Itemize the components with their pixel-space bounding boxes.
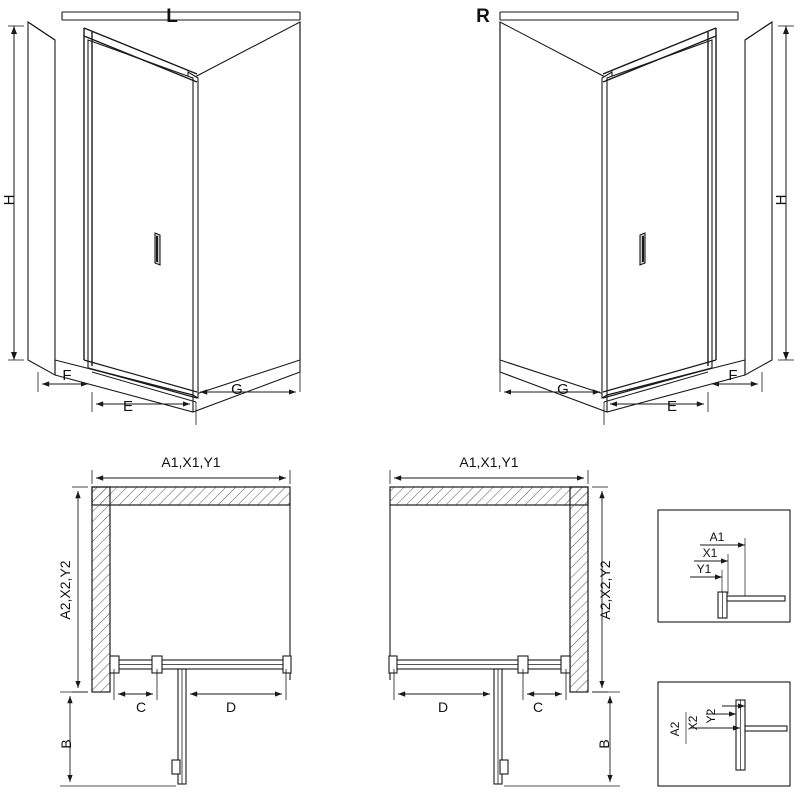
- label-iso-right-door: E: [666, 398, 678, 415]
- label-detail-top-x1: X1: [702, 546, 718, 560]
- label-iso-right-depth: F: [728, 367, 738, 384]
- label-plan-left-seg-d: D: [225, 699, 237, 715]
- label-plan-right-seg-c: C: [532, 699, 544, 715]
- label-view-left: L: [166, 6, 178, 27]
- label-detail-bottom-y2: Y2: [704, 708, 718, 724]
- label-view-right: R: [476, 6, 490, 27]
- label-iso-right-height: H: [773, 194, 790, 206]
- label-iso-right-side: G: [557, 381, 569, 398]
- label-detail-top-y1: Y1: [696, 562, 712, 576]
- plan-view-right: [389, 470, 620, 786]
- label-detail-top-a1: A1: [709, 530, 725, 544]
- label-plan-right-top-dim: A1,X1,Y1: [459, 454, 519, 470]
- label-plan-right-swing-dim: B: [596, 739, 612, 749]
- label-detail-bottom-x2: X2: [686, 715, 700, 731]
- label-iso-left-depth: F: [62, 367, 72, 384]
- label-iso-left-side: G: [231, 381, 243, 398]
- label-iso-left-door: E: [122, 398, 134, 415]
- label-plan-right-seg-d: D: [437, 699, 449, 715]
- label-plan-right-side-dim: A2,X2,Y2: [597, 560, 613, 620]
- label-plan-left-side-dim: A2,X2,Y2: [57, 560, 73, 620]
- label-plan-left-seg-c: C: [135, 699, 147, 715]
- label-detail-bottom-a2: A2: [668, 721, 682, 737]
- label-plan-left-swing-dim: B: [58, 739, 74, 749]
- label-plan-left-top-dim: A1,X1,Y1: [161, 454, 221, 470]
- plan-view-left: [60, 470, 291, 786]
- iso-view-right: [500, 12, 794, 425]
- label-iso-left-height: H: [1, 194, 18, 206]
- iso-view-left: [8, 12, 300, 425]
- detail-profile-top: [658, 510, 790, 622]
